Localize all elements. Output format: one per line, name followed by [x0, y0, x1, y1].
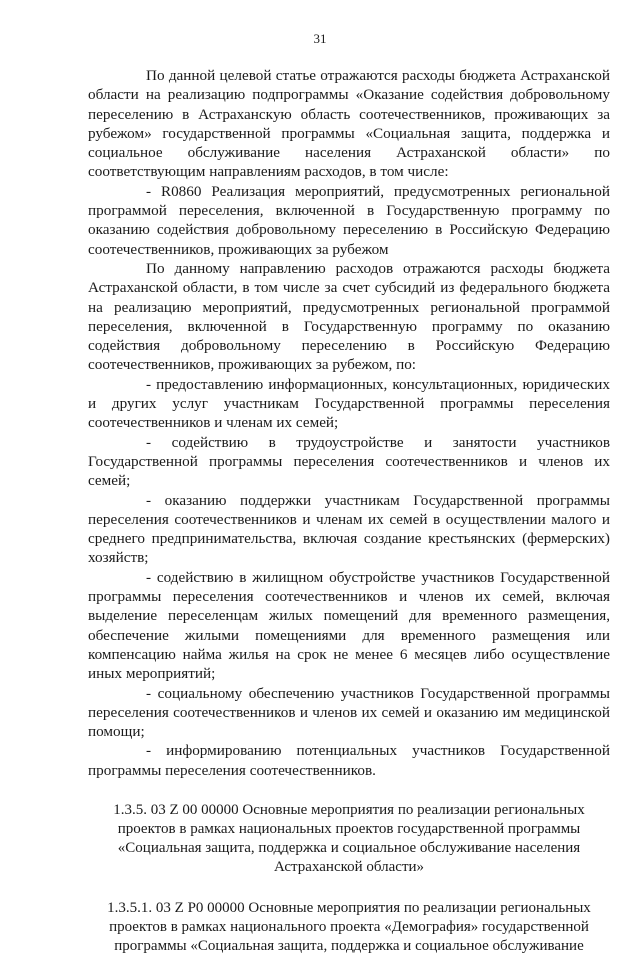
document-body: [88, 66, 610, 956]
paragraph-intro: По данной целевой статье отражаются расходы бюджета Астраханской области на реализацию подпрограммы «Оказание содействия добровольному переселению в Астраханскую область соотечественников, проживающих за рубежом» государственной программы «Социальная защита, поддержка и социальное обслуживание населения Астраханской области» по соответствующим направлениям расходов, в том числе:: [88, 67, 610, 181]
section-heading-1-3-5: 1.3.5. 03 Z 00 00000 Основные мероприятия по реализации региональных проектов в рамках национальных проектов государственной программы «Социальная защита, поддержка и социальное обслуживание населения Астраханской области»: [113, 801, 585, 875]
list-item: - информированию потенциальных участников Государственной программы переселения соотечественников.: [88, 742, 610, 779]
list-item: - предоставлению информационных, консультационных, юридических и других услуг участникам Государственной программы переселения соотечественников и членам их семей;: [88, 375, 610, 432]
page-number: 31: [313, 31, 327, 46]
list-item: - содействию в жилищном обустройстве участников Государственной программы переселения соотечественников и членов их семей, включая выделение переселенцам жилых помещений для временного размещения, обеспечение жилыми помещениями для временного размещения или компенсацию найма жилья на срок не менее 6 месяцев либо осуществление иных мероприятий;: [88, 568, 610, 683]
paragraph-r0860: - R0860 Реализация мероприятий, предусмотренных региональной программой переселения, включенной в Государственную программу по оказанию содействия добровольному переселению в Российскую Федерацию соотечественников, проживающих за рубежом: [88, 182, 610, 258]
measures-list: [88, 375, 610, 780]
paragraph-expenses: По данному направлению расходов отражаются расходы бюджета Астраханской области, в том числе за счет субсидий из федерального бюджета на реализацию мероприятий, предусмотренных региональной программой переселения, включенной в Государственную программу по оказанию содействия добровольному переселению в Российскую Федерацию соотечественников, проживающих за рубежом, по:: [88, 259, 610, 374]
list-item: - оказанию поддержки участникам Государственной программы переселения соотечественников и членам их семей в осуществлении малого и среднего предпринимательства, включая создание крестьянских (фермерских) хозяйств;: [88, 491, 610, 567]
list-item: - содействию в трудоустройстве и занятости участников Государственной программы переселения соотечественников и членов их семей;: [88, 433, 610, 490]
section-heading-1-3-5-1: 1.3.5.1. 03 Z P0 00000 Основные мероприятия по реализации региональных проектов в рамках национального проекта «Демография» государственной программы «Социальная защита, поддержка и социальное обслуживание: [107, 899, 591, 954]
list-item: - социальному обеспечению участников Государственной программы переселения соотечественников и членов их семей и оказанию им медицинской помощи;: [88, 684, 610, 741]
